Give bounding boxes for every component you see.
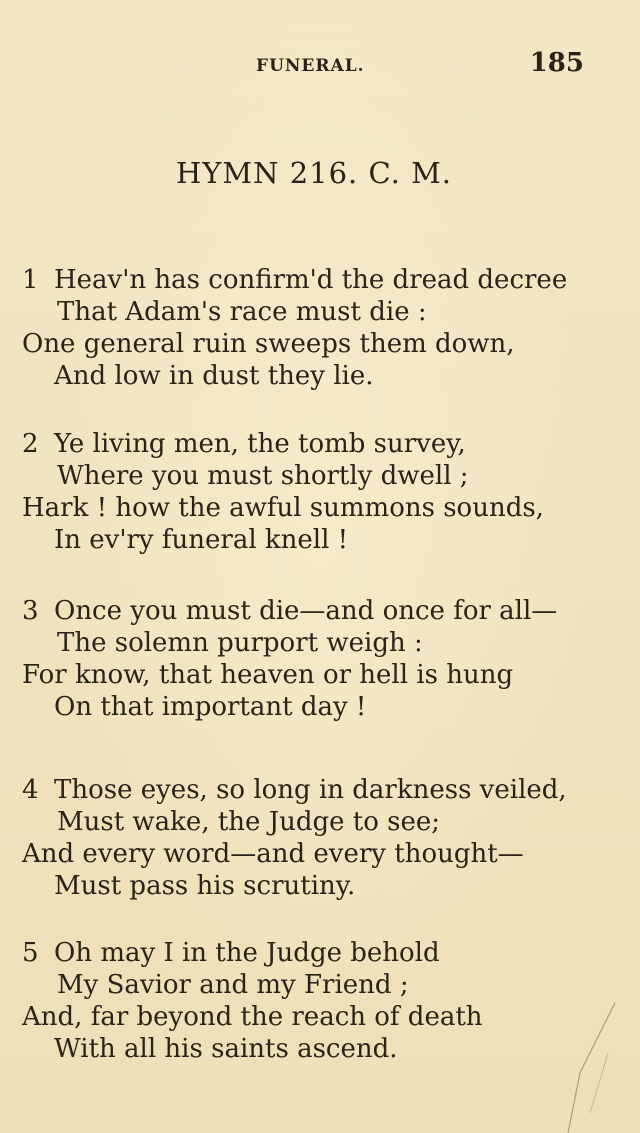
verse-number: 4 — [22, 775, 39, 805]
verse-line: In ev'ry funeral knell ! — [54, 525, 349, 555]
verse-line: And, far beyond the reach of death — [22, 1002, 483, 1032]
verse-5 — [22, 937, 612, 1065]
verse-line: Must pass his scrutiny. — [54, 871, 356, 901]
verse-line: 1 Heav'n has confirm'd the dread decree — [22, 265, 568, 295]
verse-line: Must wake, the Judge to see; — [57, 807, 441, 837]
verse-line: And every word—and every thought— — [22, 839, 524, 869]
hymn-title: HYMN 216. C. M. — [175, 156, 452, 190]
verse-line: Where you must shortly dwell ; — [57, 461, 469, 491]
verse-line: That Adam's race must die : — [57, 297, 427, 327]
verse-line: On that important day ! — [54, 692, 367, 722]
verse-line: Hark ! how the awful summons sounds, — [22, 493, 544, 523]
verse-2 — [22, 428, 612, 556]
page-number: 185 — [529, 48, 584, 78]
verse-line: The solemn purport weigh : — [57, 628, 423, 658]
verse-line: My Savior and my Friend ; — [57, 970, 409, 1000]
verse-line: For know, that heaven or hell is hung — [22, 660, 514, 690]
verse-1 — [22, 264, 612, 392]
verse-line: 3 Once you must die—and once for all— — [22, 596, 558, 626]
verse-line: And low in dust they lie. — [54, 361, 374, 391]
verse-line: 2 Ye living men, the tomb survey, — [22, 429, 466, 459]
verse-3 — [22, 595, 612, 723]
running-head: FUNERAL. — [256, 56, 365, 76]
verse-number: 5 — [22, 938, 39, 968]
verse-number: 3 — [22, 596, 39, 626]
verse-line: One general ruin sweeps them down, — [22, 329, 515, 359]
verse-line: 4 Those eyes, so long in darkness veiled, — [22, 775, 567, 805]
verse-line: 5 Oh may I in the Judge behold — [22, 938, 440, 968]
verse-4 — [22, 774, 612, 902]
verse-line: With all his saints ascend. — [54, 1034, 398, 1064]
verse-number: 1 — [22, 265, 39, 295]
verse-number: 2 — [22, 429, 39, 459]
